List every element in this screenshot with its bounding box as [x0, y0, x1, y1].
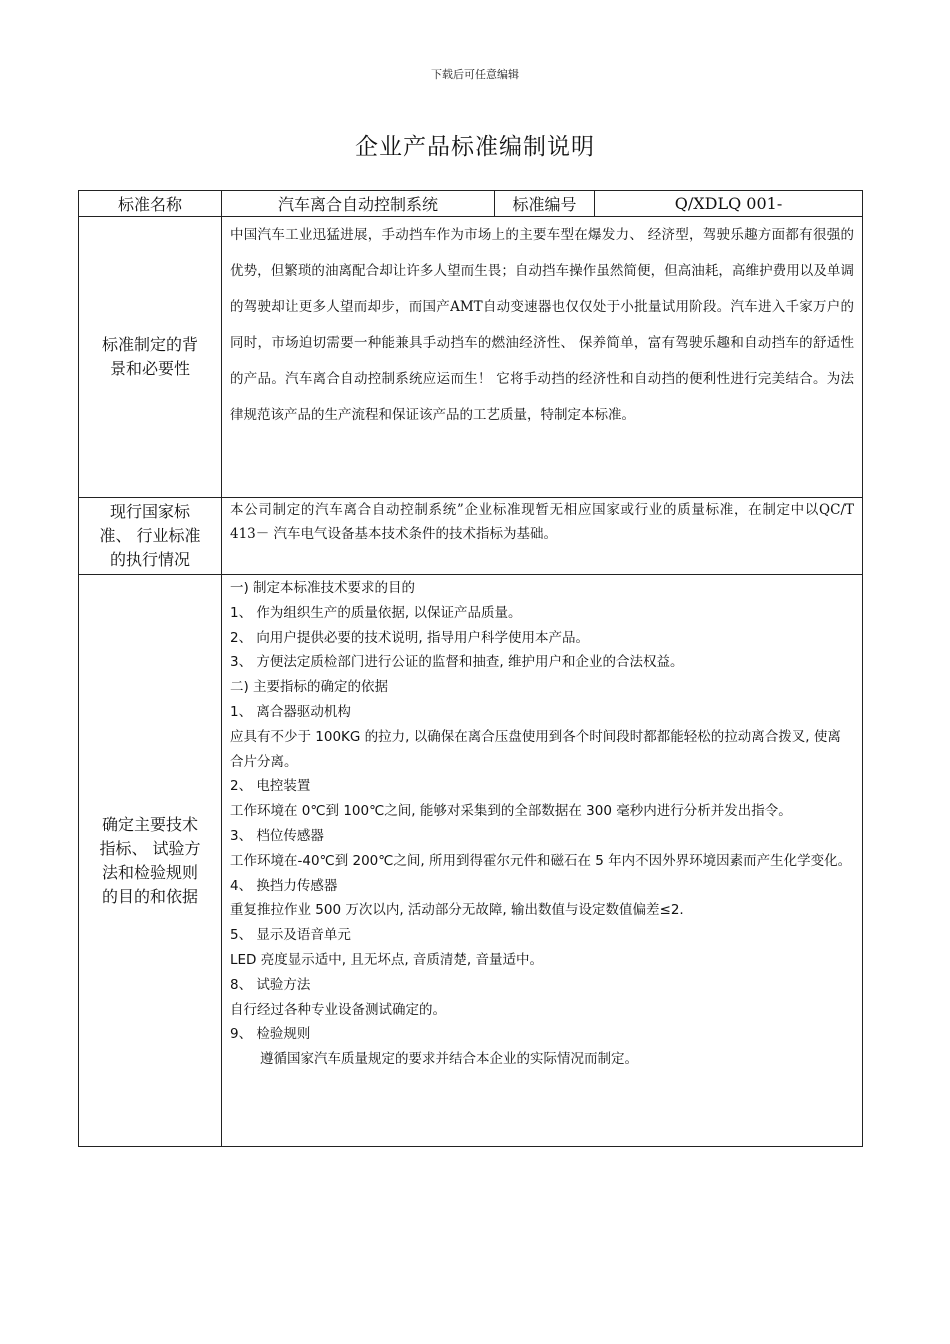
current-label-line: 准、 行业标准: [99, 526, 201, 545]
header-note: 下载后可任意编辑: [431, 68, 519, 81]
requirements-text: [222, 575, 863, 1147]
standard-code-value: Q/XDLQ 001-: [595, 191, 863, 217]
current-standards-text: 本公司制定的汽车离合自动控制系统”企业标准现暂无相应国家或行业的质量标准，在制定中以QC/T 413－ 汽车电气设备基本技术条件的技术指标为基础。: [222, 498, 863, 575]
background-text: 中国汽车工业迅猛进展，手动挡车作为市场上的主要车型在爆发力、 经济型，驾驶乐趣方面都有很强的优势，但繁琐的油离配合却让许多人望而生畏；自动挡车操作虽然简便，但高油耗，高维护费用以及单调的驾驶却让更多人望而却步，而国产AMT自动变速器也仅仅处于小批量试用阶段。汽车进入千家万户的同时，市场迫切需要一种能兼具手动挡车的燃油经济性、 保养简单，富有驾驶乐趣和自动挡车的舒适性的产品。汽车离合自动控制系统应运而生！ 它将手动挡的经济性和自动挡的便利性进行完美结合。为法律规范该产品的生产流程和保证该产品的工艺质量，特制定本标准。: [222, 217, 863, 498]
standard-name-label: 标准名称: [79, 191, 222, 217]
background-label-line: 景和必要性: [109, 359, 190, 378]
req-line: 2、 向用户提供必要的技术说明, 指导用户科学使用本产品。: [230, 629, 589, 646]
req-line: 工作环境在 0℃到 100℃之间, 能够对采集到的全部数据在 300 毫秒内进行分析并发出指令。: [230, 803, 792, 820]
requirements-label-line: 的目的和依据: [101, 886, 198, 906]
background-label-line: 标准制定的背: [101, 335, 198, 354]
standard-table: [78, 190, 863, 1147]
req-line: 3、 方便法定质检部门进行公证的监督和抽查, 维护用户和企业的合法权益。: [230, 654, 684, 671]
req-line: 二) 主要指标的确定的依据: [230, 679, 389, 696]
req-line: 3、 档位传感器: [230, 827, 324, 844]
standard-code-label: 标准编号: [495, 191, 595, 217]
table-row-current: [79, 498, 863, 575]
req-line: 1、 离合器驱动机构: [230, 703, 351, 720]
document-title: 企业产品标准编制说明: [355, 134, 595, 160]
background-label: [79, 217, 222, 498]
req-line: 1、 作为组织生产的质量依据, 以保证产品质量。: [230, 604, 522, 621]
table-row-name: [79, 191, 863, 217]
req-line: 2、 电控装置: [230, 778, 311, 795]
standard-name-value: 汽车离合自动控制系统: [222, 191, 495, 217]
requirements-label-line: 指标、 试验方: [99, 838, 201, 858]
req-line: 8、 试验方法: [230, 976, 311, 993]
req-line: 9、 检验规则: [230, 1026, 311, 1043]
req-line: LED 亮度显示适中, 且无坏点, 音质清楚, 音量适中。: [230, 951, 543, 968]
req-line: 重复推拉作业 500 万次以内, 活动部分无故障, 输出数值与设定数值偏差≤2.: [230, 902, 684, 919]
current-standards-label: [79, 498, 222, 575]
table-row-background: [79, 217, 863, 498]
req-line: 遵循国家汽车质量规定的要求并结合本企业的实际情况而制定。: [260, 1051, 638, 1068]
req-line: 4、 换挡力传感器: [230, 877, 338, 894]
requirements-label: [79, 575, 222, 1147]
table-row-requirements: [79, 575, 863, 1147]
req-line: 5、 显示及语音单元: [230, 927, 351, 944]
current-label-line: 的执行情况: [109, 550, 190, 569]
req-line: 自行经过各种专业设备测试确定的。: [230, 1001, 446, 1018]
req-line: 工作环境在-40℃到 200℃之间, 所用到得霍尔元件和磁石在 5 年内不因外界环境因素而产生化学变化。: [230, 852, 852, 869]
requirements-label-line: 法和检验规则: [101, 862, 198, 882]
current-label-line: 现行国家标: [109, 502, 190, 521]
req-line: 一) 制定本标准技术要求的目的: [230, 580, 416, 596]
req-line: 应具有不少于 100KG 的拉力, 以确保在离合压盘使用到各个时间段时都都能轻松的拉动离合拨叉, 使离合片分离。: [230, 728, 841, 770]
requirements-label-line: 确定主要技术: [101, 814, 198, 834]
